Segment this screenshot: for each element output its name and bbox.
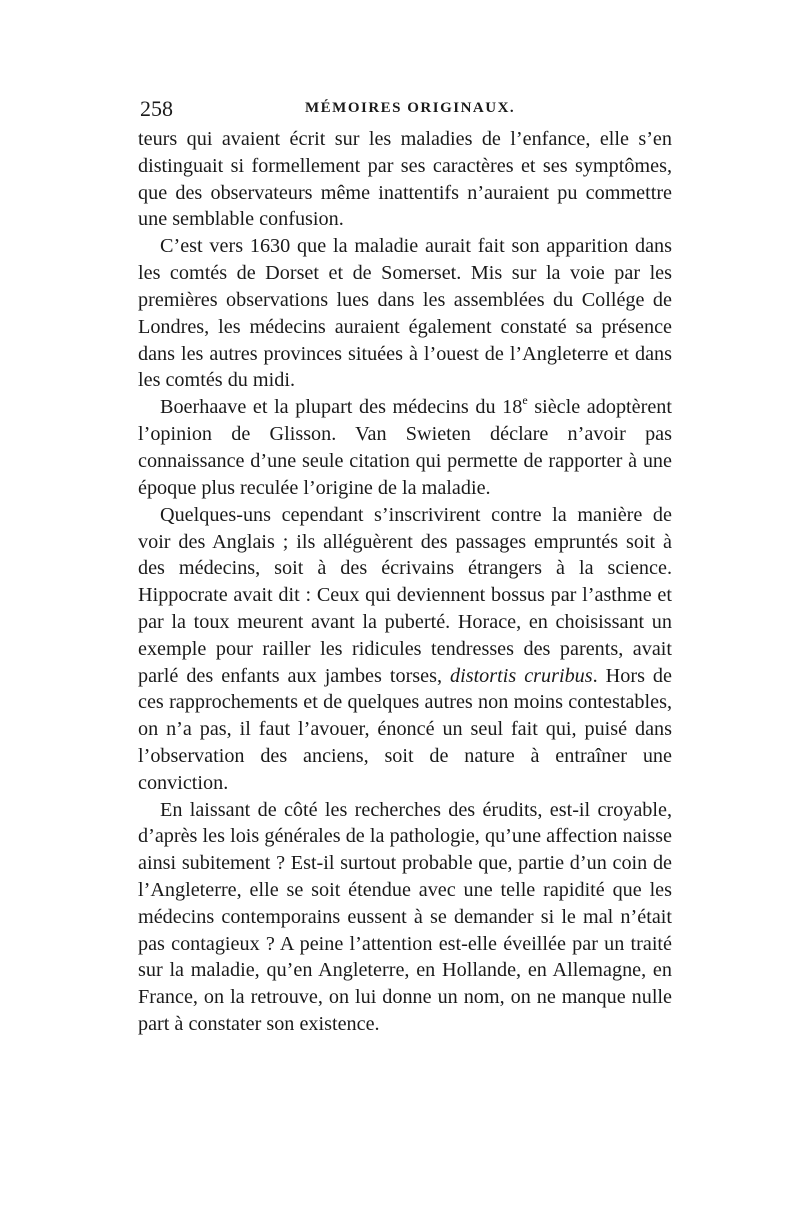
running-title: MÉMOIRES ORIGINAUX.: [305, 100, 516, 116]
paragraph-boerhaave: [138, 394, 672, 501]
body-text: [138, 126, 672, 1038]
paragraph-continuation: teurs qui avaient écrit sur les maladies de l’enfance, elle s’en distinguait si formellement par ses caractères et ses symptômes, que des observateurs même inattentifs n’auraient pu commettre une semblable confusion.: [138, 128, 672, 231]
paragraph-boerhaave-part2: siècle adoptèrent l’opinion de Glisson. Van Swieten déclare n’avoir pas connaissance d’une seule citation qui permette de rapporter à une époque plus reculée l’origine de la maladie.: [138, 396, 672, 499]
paragraph-quelques-uns-part2: . Hors de ces rapprochements et de quelques autres non moins contestables, on n’a pas, il faut l’avouer, énoncé un seul fait qui, puisé dans l’observation des anciens, soit de nature à entraîner une conviction.: [138, 664, 672, 794]
book-page: [138, 92, 672, 1038]
latin-quotation: distortis cruribus: [450, 664, 593, 687]
century-superscript: e: [522, 392, 528, 407]
page-number: 258: [140, 96, 173, 121]
paragraph-boerhaave-part1: Boerhaave et la plupart des médecins du 18: [160, 396, 523, 419]
paragraph-quelques-uns-part1: Quelques-uns cependant s’inscrivirent contre la manière de voir des Anglais ; ils alléguèrent des passages empruntés soit à des médecins, soit à des écrivains étrangers à la science. Hippocrate avait dit : Ceux qui deviennent bossus par l’asthme et par la toux meurent avant la puberté. Horace, en choisissant un exemple pour railler les ridicules tendresses des parents, avait parlé des enfants aux jambes torses,: [138, 503, 672, 687]
running-head: [138, 92, 672, 126]
paragraph-erudits: En laissant de côté les recherches des érudits, est-il croyable, d’après les lois générales de la pathologie, qu’une affection naisse ainsi subitement ? Est-il surtout probable que, partie d’un coin de l’Angleterre, elle se soit étendue avec une telle rapidité que les médecins contemporains eussent à se demander si le mal n’était pas contagieux ? A peine l’attention est-elle éveillée par un traité sur la maladie, qu’en Angleterre, en Hollande, en Allemagne, en France, on la retrouve, on lui donne un nom, on ne manque nulle part à constater son existence.: [138, 798, 672, 1036]
paragraph-quelques-uns: [138, 502, 672, 797]
paragraph-dorset-somerset: C’est vers 1630 que la maladie aurait fait son apparition dans les comtés de Dorset et de Somerset. Mis sur la voie par les premières observations lues dans les assemblées du Collége de Londres, les médecins auraient également constaté sa présence dans les autres provinces situées à l’ouest de l’Angleterre et dans les comtés du midi.: [138, 235, 672, 392]
